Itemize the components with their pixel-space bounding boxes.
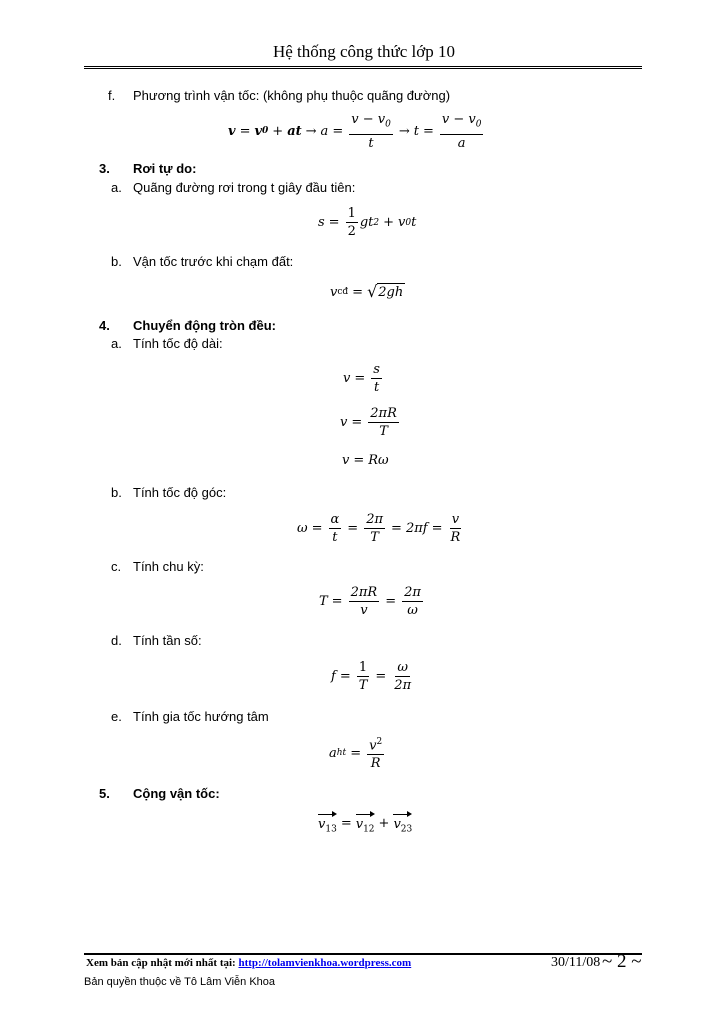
formula-centripetal-acceleration: a ht = $\frac{v^2}{R}$	[329, 737, 383, 772]
section-5-number: 5.	[99, 786, 110, 801]
item-4e-marker: e.	[111, 709, 122, 724]
item-f-text: Phương trình vận tốc: (không phụ thuộc quãng đường)	[133, 88, 451, 103]
section-3-number: 3.	[99, 161, 110, 176]
item-4b-marker: b.	[111, 485, 122, 500]
formula-free-fall-distance: s = $\frac{1}{2}$ gt 2 + v 0 t	[318, 206, 417, 239]
item-4b-text: Tính tốc độ góc:	[133, 485, 227, 500]
footer-update-label: Xem bản cập nhật mới nhất tại:	[86, 957, 236, 969]
item-4a-text: Tính tốc độ dài:	[133, 336, 223, 351]
item-4d-text: Tính tần số:	[133, 633, 202, 648]
item-4c-text: Tính chu kỳ:	[133, 559, 204, 574]
formula-angular-speed: ω = $\frac{\alpha}{t}$ = $\frac{2\pi}{T}$ = 2πf = $\frac{v}{R}$	[297, 512, 461, 545]
item-3b-marker: b.	[111, 254, 122, 269]
section-4-title: Chuyển động tròn đều:	[133, 318, 276, 333]
footer-date: 30/11/08	[551, 955, 601, 970]
formula-impact-velocity: v cđ = √ 2gh	[330, 282, 404, 301]
item-4e-text: Tính gia tốc hướng tâm	[133, 709, 269, 724]
footer-update-line	[86, 957, 411, 969]
header-rule	[84, 66, 642, 67]
item-4a-marker: a.	[111, 336, 122, 351]
footer-page-number: ~ 2 ~	[602, 951, 642, 972]
formula-velocity-addition: $v_{13}$ = $v_{12}$ + $v_{23}$	[318, 813, 412, 835]
formula-linear-speed-1: v = $\frac{s}{t}$	[343, 362, 380, 395]
formula-period: T = $\frac{2\pi R}{v}$ = $\frac{2\pi}{\omega}$	[319, 585, 421, 618]
section-3-title: Rơi tự do:	[133, 161, 197, 176]
footer-copyright: Bản quyền thuộc về Tô Lâm Viễn Khoa	[84, 976, 276, 988]
item-3a-text: Quãng đường rơi trong t giây đầu tiên:	[133, 180, 356, 195]
formula-linear-speed-2: v = $\frac{2\pi R}{T}$	[340, 406, 397, 439]
header-rule-double	[84, 68, 642, 69]
formula-linear-speed-3: v = Rω	[342, 453, 389, 468]
item-f-marker: f.	[108, 88, 116, 103]
item-3a-marker: a.	[111, 180, 122, 195]
item-4d-marker: d.	[111, 633, 122, 648]
formula-frequency: f = $\frac{1}{T}$ = $\frac{\omega}{2\pi}$	[331, 660, 412, 693]
item-3b-text: Vận tốc trước khi chạm đất:	[133, 254, 294, 269]
item-4c-marker: c.	[111, 559, 122, 574]
page-header-title: Hệ thống công thức lớp 10	[272, 42, 456, 61]
section-5-title: Cộng vận tốc:	[133, 786, 220, 801]
footer-update-link[interactable]: http://tolamvienkhoa.wordpress.com	[238, 957, 412, 969]
section-4-number: 4.	[99, 318, 110, 333]
formula-velocity-equation: v = v 0 + at → a = $\frac{v - v_0}{t}$ → t = $\frac{v - v_0}{a}$	[228, 112, 482, 151]
